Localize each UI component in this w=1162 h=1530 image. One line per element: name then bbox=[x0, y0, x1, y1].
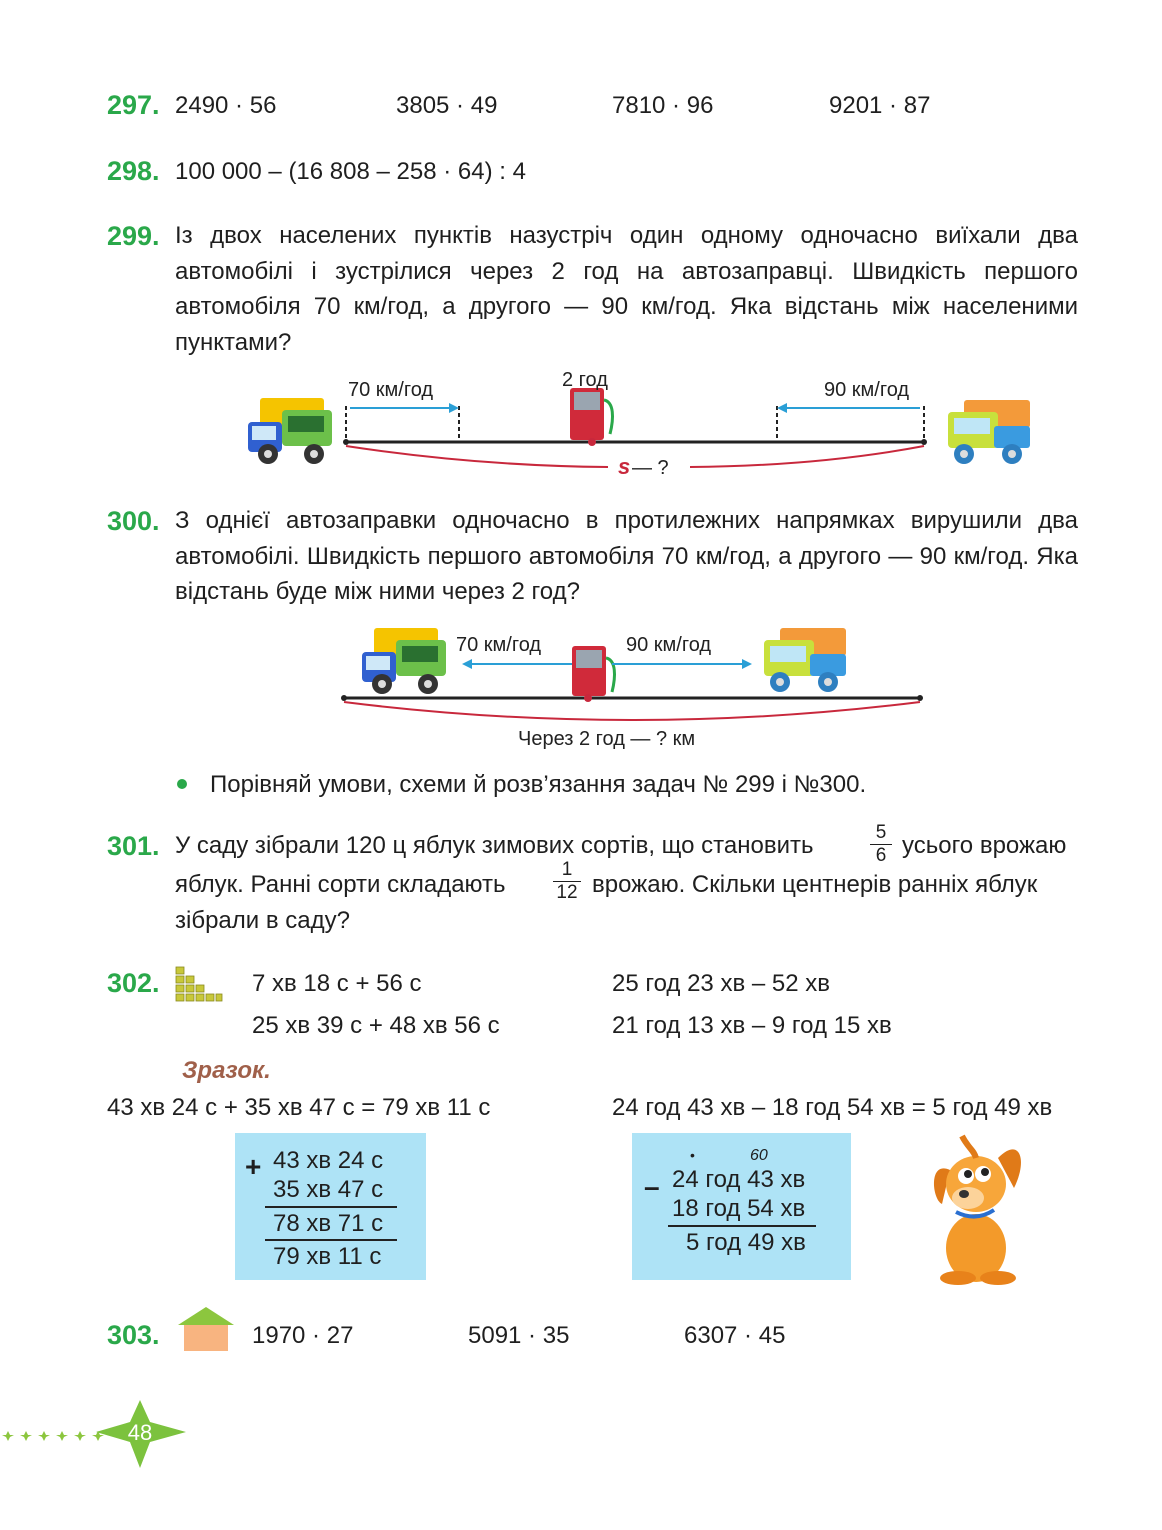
problem-text-301: усього врожаю bbox=[902, 832, 1067, 859]
borrow-carry: 60 bbox=[750, 1147, 768, 1164]
exercise-number-299: 299. bbox=[107, 221, 160, 251]
addend: 43 хв 24 с bbox=[273, 1147, 384, 1174]
expression: 100 000 – (16 808 – 258 · 64) : 4 bbox=[175, 158, 526, 185]
expression: 3805 · 49 bbox=[396, 92, 498, 119]
compare-task: Порівняй умови, схеми й розв’язання задач № 299 і №300. bbox=[210, 771, 867, 798]
expression: 6307 · 45 bbox=[684, 1322, 786, 1349]
page-number-badge bbox=[0, 1398, 190, 1470]
truck-icon bbox=[248, 398, 332, 464]
difference-line bbox=[668, 1225, 816, 1227]
exercise-number-302: 302. bbox=[107, 968, 160, 998]
problem-text-300: З однієї автозаправки одночасно в протилежних напрямках вирушили два автомобілі. Швидкість першого автомобіля 70 км/год, а другого — 90 км/год. Яка відстань буде між ними через 2 год? bbox=[175, 507, 1078, 605]
time-label: 2 год bbox=[562, 369, 608, 391]
problem-text-301: зібрали в саду? bbox=[175, 907, 350, 934]
exercise-number-301: 301. bbox=[107, 831, 160, 861]
expression: 21 год 13 хв – 9 год 15 хв bbox=[612, 1012, 892, 1039]
expression: 7 хв 18 с + 56 с bbox=[252, 970, 422, 997]
truck-icon bbox=[948, 400, 1030, 464]
fuel-pump-icon bbox=[570, 388, 612, 440]
sample-label: Зразок. bbox=[182, 1057, 271, 1084]
problem-text-301: врожаю. Скільки центнерів ранніх яблук bbox=[592, 871, 1038, 898]
dog-illustration bbox=[928, 1130, 1028, 1288]
minuend: 24 год 43 хв bbox=[672, 1166, 806, 1193]
problem-text-299: Із двох населених пунктів назустріч один одному одночасно виїхали два автомобілі і зустрілися через 2 год на автозаправці. Швидкість першого автомобіля 70 км/год, а другого — 90 км/год. Яка відстань між населеними пунктами? bbox=[175, 222, 1078, 356]
diagram-299 bbox=[238, 366, 1038, 482]
column-addition bbox=[235, 1133, 426, 1280]
minus-sign: – bbox=[644, 1171, 660, 1202]
truck-icon bbox=[764, 628, 846, 692]
plus-sign: + bbox=[245, 1151, 262, 1182]
sum-result: 79 хв 11 с bbox=[273, 1243, 382, 1270]
distance-question: Через 2 год — ? км bbox=[518, 728, 696, 750]
exercise-number-300: 300. bbox=[107, 506, 160, 536]
addend: 35 хв 47 с bbox=[273, 1176, 384, 1203]
bullet-icon bbox=[177, 779, 187, 789]
fraction-5-6: 5 6 bbox=[870, 823, 892, 866]
sum-line bbox=[265, 1206, 397, 1208]
speed-label: 90 км/год bbox=[626, 634, 712, 656]
speed-label: 90 км/год bbox=[824, 379, 910, 401]
problem-text-301: У саду зібрали 120 ц яблук зимових сортів, що становить bbox=[175, 832, 814, 859]
subtrahend: 18 год 54 хв bbox=[672, 1195, 806, 1222]
exercise-number-297: 297. bbox=[107, 90, 160, 120]
expression: 25 год 23 хв – 52 хв bbox=[612, 970, 830, 997]
expression: 2490 · 56 bbox=[175, 92, 277, 119]
exercise-number-303: 303. bbox=[107, 1320, 160, 1350]
problem-text-301: яблук. Ранні сорти складають bbox=[175, 871, 506, 898]
expression: 1970 · 27 bbox=[252, 1322, 354, 1349]
diagram-300 bbox=[336, 620, 936, 755]
expression: 7810 · 96 bbox=[612, 92, 714, 119]
distance-variable: s bbox=[618, 454, 631, 479]
distance-question: — ? bbox=[632, 457, 669, 479]
exercise-number-298: 298. bbox=[107, 156, 160, 186]
page-number: 48 bbox=[127, 1420, 153, 1445]
blocks-icon bbox=[175, 966, 223, 1004]
intermediate-sum: 78 хв 71 с bbox=[273, 1210, 384, 1237]
borrow-dot: • bbox=[690, 1147, 695, 1163]
sum-line bbox=[265, 1239, 397, 1241]
fraction-1-12: 1 12 bbox=[553, 860, 581, 903]
expression: 9201 · 87 bbox=[829, 92, 931, 119]
sample-equation: 24 год 43 хв – 18 год 54 хв = 5 год 49 хв bbox=[612, 1094, 1053, 1121]
fuel-pump-icon bbox=[572, 646, 614, 696]
expression: 5091 · 35 bbox=[468, 1322, 570, 1349]
difference-result: 5 год 49 хв bbox=[686, 1229, 806, 1256]
expression: 25 хв 39 с + 48 хв 56 с bbox=[252, 1012, 500, 1039]
speed-label: 70 км/год bbox=[348, 379, 434, 401]
house-icon bbox=[176, 1305, 236, 1353]
speed-label: 70 км/год bbox=[456, 634, 542, 656]
truck-icon bbox=[362, 628, 446, 694]
column-subtraction bbox=[632, 1133, 851, 1280]
sample-equation: 43 хв 24 с + 35 хв 47 с = 79 хв 11 с bbox=[107, 1094, 491, 1121]
